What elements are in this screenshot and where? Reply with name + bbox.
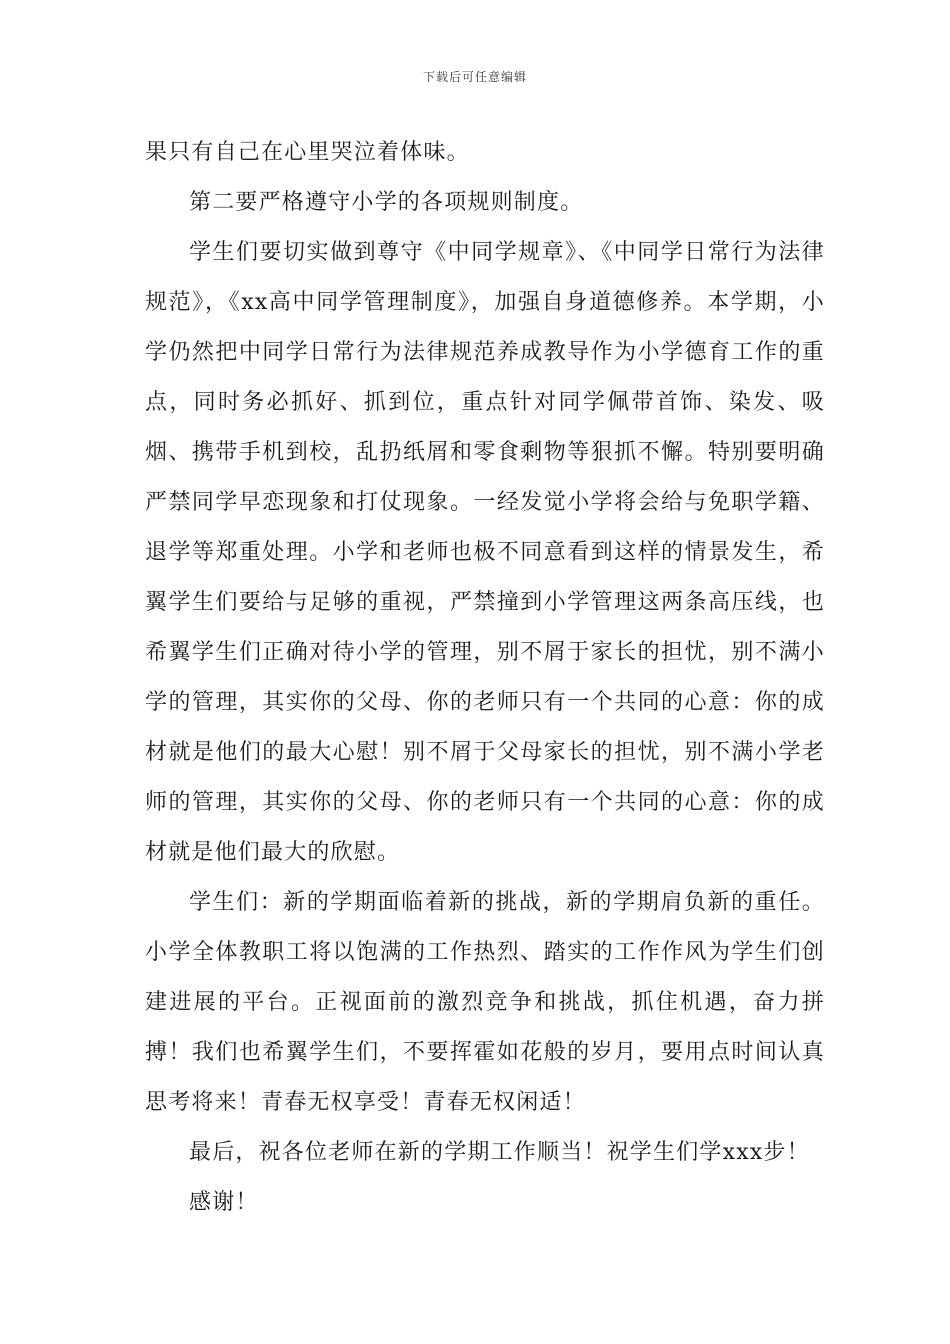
header-note: 下载后可任意编辑	[422, 70, 527, 84]
paragraph-thanks: 感谢！	[189, 1190, 259, 1215]
paragraph-rules-detail: 学生们要切实做到尊守《中同学规章》、《中同学日常行为法律规范》，《xx高中同学管理制度》，加强自身道德修养。本学期，小学仍然把中同学日常行为法律规范养成教导作为小学德育工作的重点，同时务必抓好、抓到位，重点针对同学佩带首饰、染发、吸烟、携带手机到校，乱扔纸屑和零食剩物等狠抓不懈。特别要明确严禁同学早恋现象和打仗现象。一经发觉小学将会给与免职学籍、退学等郑重处理。小学和老师也极不同意看到这样的情景发生，希翼学生们要给与足够的重视，严禁撞到小学管理这两条高压线，也希翼学生们正确对待小学的管理，别不屑于家长的担忧，别不满小学的管理，其实你的父母、你的老师只有一个共同的心意：你的成材就是他们的最大心慰！别不屑于父母家长的担忧，别不满小学老师的管理，其实你的父母、你的老师只有一个共同的心意：你的成材就是他们最大的欣慰。	[145, 240, 825, 865]
paragraph-closing-wishes: 最后，祝各位老师在新的学期工作顺当！祝学生们学xxx步！	[189, 1140, 810, 1165]
paragraph-continuation: 果只有自己在心里哭泣着体味。	[145, 140, 470, 165]
document-body	[145, 128, 825, 1228]
paragraph-rule-heading: 第二要严格遵守小学的各项规则制度。	[189, 190, 584, 215]
paragraph-new-semester: 学生们：新的学期面临着新的挑战，新的学期肩负新的重任。小学全体教职工将以饱满的工作热烈、踏实的工作作风为学生们创建进展的平台。正视面前的激烈竞争和挑战，抓住机遇，奋力拼搏！我们也希翼学生们，不要挥霍如花般的岁月，要用点时间认真思考将来！青春无权享受！青春无权闲适！	[145, 890, 825, 1115]
